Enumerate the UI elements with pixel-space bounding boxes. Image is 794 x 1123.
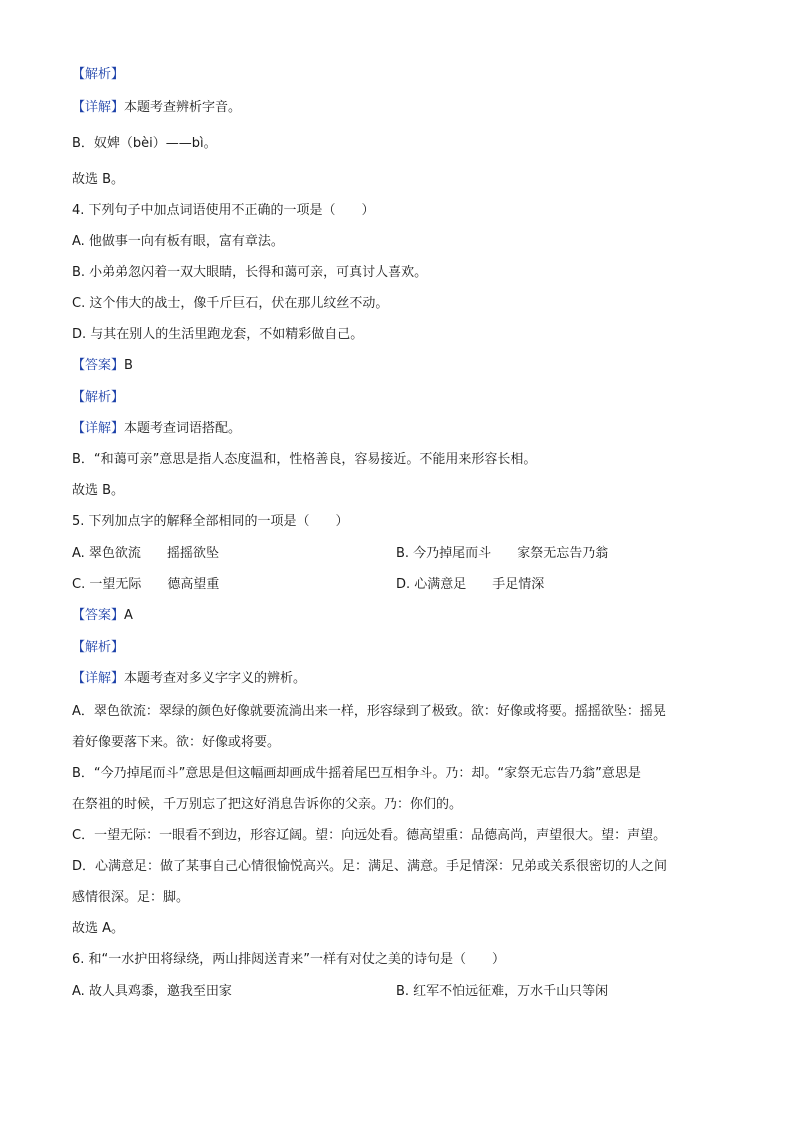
question-5-option-b (396, 545, 608, 563)
question-4-option-c: C. 这个伟大的战士，像千斤巨石，伏在那儿纹丝不动。 (72, 296, 389, 311)
detail-text: 本题考查词语搭配。 (124, 421, 242, 436)
detail-line (72, 99, 241, 117)
option-d-word-2: 手足情深 (492, 577, 545, 592)
detail-tag: 【详解】 (72, 421, 125, 436)
question-4-explanation-b: B．“和蔼可亲”意思是指人态度温和，性格善良，容易接近。不能用来形容长相。 (72, 452, 537, 467)
choose-line: 故选 B。 (72, 172, 125, 187)
question-5-explanation-c: C．一望无际：一眼看不到边，形容辽阔。望：向远处看。德高望重：品德高尚，声望很大。望：声望。 (72, 828, 667, 843)
question-5-choose: 故选 A。 (72, 921, 125, 936)
detail-text: 本题考查对多义字字义的辨析。 (124, 671, 307, 686)
answer-value: B (124, 358, 133, 373)
question-4-choose: 故选 B。 (72, 483, 125, 498)
question-4-option-a: A. 他做事一向有板有眼，富有章法。 (72, 234, 284, 249)
question-5-explanation-d-line-2: 感情很深。足：脚。 (72, 890, 190, 905)
answer-tag: 【答案】 (72, 608, 125, 623)
detail-tag: 【详解】 (72, 671, 125, 686)
question-4-detail (72, 420, 241, 438)
question-5-option-c (72, 576, 219, 594)
question-5-explanation-a-line-2: 着好像要落下来。欲：好像或将要。 (72, 735, 281, 750)
detail-tag: 【详解】 (72, 100, 125, 115)
question-5-explanation-b-line-1: B．“今乃掉尾而斗”意思是但这幅画却画成牛摇着尾巴互相争斗。乃：却。“家祭无忘告乃翁”意思是 (72, 766, 641, 781)
question-6-option-b: B. 红军不怕远征难，万水千山只等闲 (396, 984, 609, 999)
question-5-explanation-a-line-1: A．翠色欲流：翠绿的颜色好像就要流淌出来一样，形容绿到了极致。欲：好像或将要。摇摇欲坠：摇晃 (72, 704, 666, 719)
question-5-answer (72, 607, 133, 625)
question-5-explanation-b-line-2: 在祭祖的时候，千万别忘了把这好消息告诉你的父亲。乃：你们的。 (72, 797, 463, 812)
analysis-tag: 【解析】 (72, 67, 125, 82)
option-a-word-2: 摇摇欲坠 (166, 546, 219, 561)
question-5-option-a (72, 545, 219, 563)
answer-value: A (124, 608, 133, 623)
question-6-option-a: A. 故人具鸡黍，邀我至田家 (72, 984, 232, 999)
analysis-tag: 【解析】 (72, 640, 125, 655)
option-b-word-1: B. 今乃掉尾而斗 (396, 546, 492, 561)
question-4-option-b: B. 小弟弟忽闪着一双大眼睛，长得和蔼可亲，可真讨人喜欢。 (72, 265, 428, 280)
question-5-option-d (396, 576, 544, 594)
analysis-heading (72, 66, 124, 84)
option-a-word-1: A. 翠色欲流 (72, 546, 141, 561)
answer-tag: 【答案】 (72, 358, 125, 373)
analysis-tag: 【解析】 (72, 390, 125, 405)
option-d-word-1: D. 心满意足 (396, 577, 467, 592)
option-c-word-1: C. 一望无际 (72, 577, 142, 592)
question-4-analysis-heading (72, 389, 124, 407)
question-5-explanation-d-line-1: D．心满意足：做了某事自己心情很愉悦高兴。足：满足、满意。手足情深：兄弟或关系很密切的人之间 (72, 859, 668, 874)
option-b-word-2: 家祭无忘告乃翁 (517, 546, 609, 561)
explanation-b: B．奴婢（bèi）——bì。 (72, 136, 217, 151)
question-4-option-d: D. 与其在别人的生活里跑龙套，不如精彩做自己。 (72, 327, 364, 342)
question-5-analysis-heading (72, 639, 124, 657)
question-5-stem: 5. 下列加点字的解释全部相同的一项是（ ） (72, 514, 349, 529)
question-5-detail (72, 670, 306, 688)
question-4-stem: 4. 下列句子中加点词语使用不正确的一项是（ ） (72, 203, 375, 218)
detail-text: 本题考查辨析字音。 (124, 100, 242, 115)
question-6-stem: 6. 和“一水护田将绿绕，两山排闼送青来”一样有对仗之美的诗句是（ ） (72, 952, 506, 967)
question-4-answer (72, 357, 133, 375)
option-c-word-2: 德高望重 (167, 577, 220, 592)
